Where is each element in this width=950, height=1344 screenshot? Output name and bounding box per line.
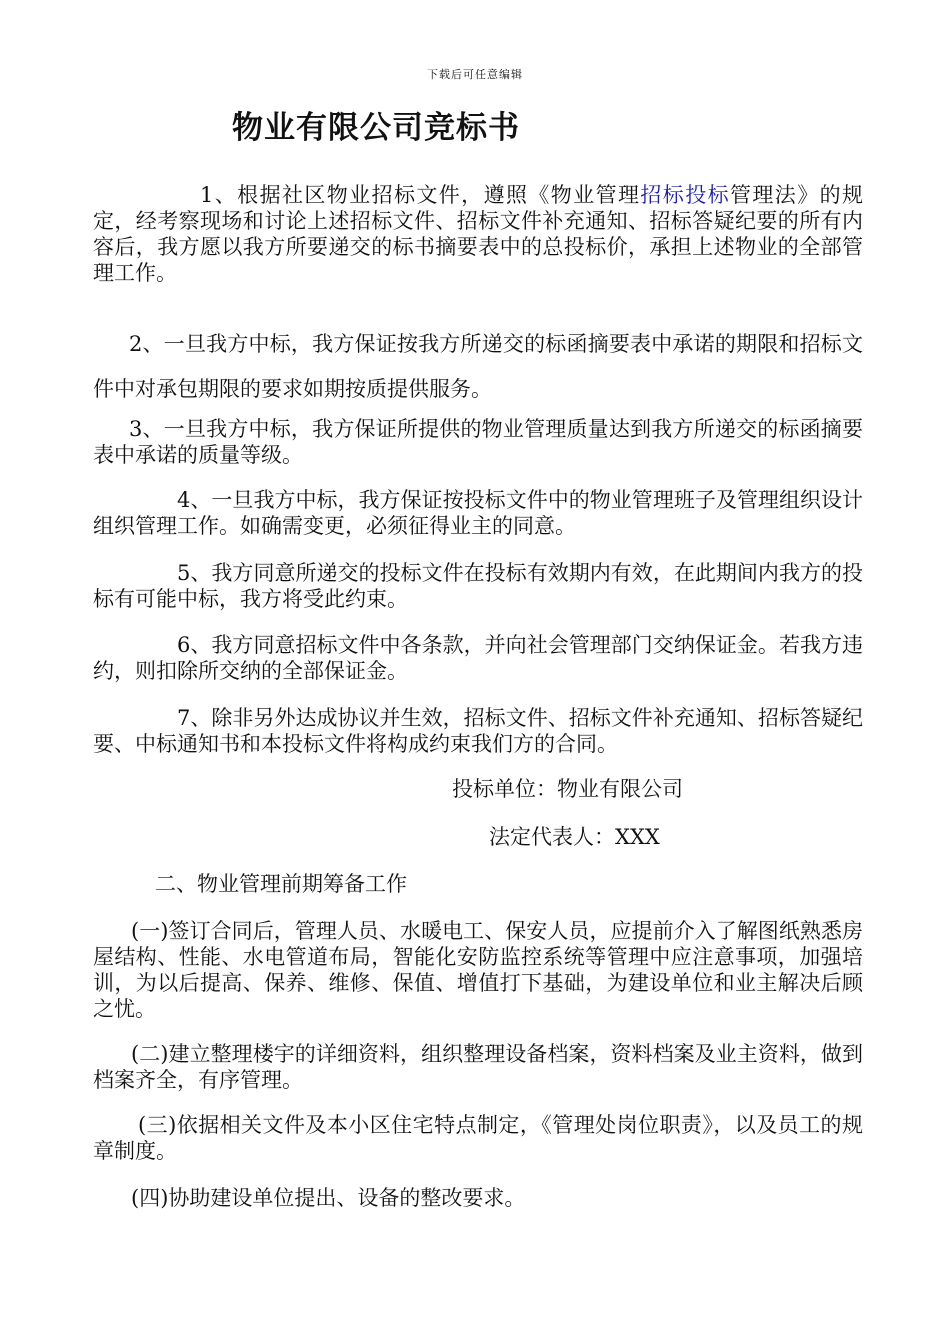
paragraph-7: 7、除非另外达成协议并生效，招标文件、招标文件补充通知、招标答疑纪要、中标通知书和本投标文件将构成约束我们方的合同。 xyxy=(93,706,863,756)
section-2-title: 二、物业管理前期筹备工作 xyxy=(155,872,407,896)
paragraph-6: 6、我方同意招标文件中各条款，并向社会管理部门交纳保证金。若我方违约，则扣除所交纳的全部保证金。 xyxy=(93,633,863,683)
paragraph-2: 2、一旦我方中标，我方保证按我方所递交的标函摘要表中承诺的期限和招标文件中对承包期限的要求如期按质提供服务。 xyxy=(93,332,863,401)
document-title: 物业有限公司竞标书 xyxy=(232,110,520,146)
paragraph-4: 4、一旦我方中标，我方保证按投标文件中的物业管理班子及管理组织设计组织管理工作。如确需变更，必须征得业主的同意。 xyxy=(93,488,863,538)
paragraph-1 xyxy=(93,182,863,286)
bidding-link[interactable]: 招标投标 xyxy=(640,183,730,207)
paragraph-3: 3、一旦我方中标，我方保证所提供的物业管理质量达到我方所递交的标函摘要表中承诺的质量等级。 xyxy=(93,417,863,467)
paragraph-5: 5、我方同意所递交的投标文件在投标有效期内有效，在此期间内我方的投标有可能中标，我方将受此约束。 xyxy=(93,561,863,611)
legal-representative: 法定代表人：XXX xyxy=(489,825,660,849)
paragraph-1-before: 1、根据社区物业招标文件，遵照《物业管理 xyxy=(200,183,641,207)
section-2-item-3: (三)依据相关文件及本小区住宅特点制定，《管理处岗位职责》，以及员工的规章制度。 xyxy=(93,1113,863,1163)
section-2-item-1: (一)签订合同后，管理人员、水暖电工、保安人员，应提前介入了解图纸熟悉房屋结构、性能、水电管道布局，智能化安防监控系统等管理中应注意事项，加强培训，为以后提高、保养、维修、保值、增值打下基础，为建设单位和业主解决后顾之忧。 xyxy=(93,919,863,1021)
paragraph-1-after: 管理法》的规定，经考察现场和讨论上述招标文件、招标文件补充通知、招标答疑纪要的所有内容后，我方愿以我方所要递交的标书摘要表中的总投标价，承担上述物业的全部管理工作。 xyxy=(93,183,864,285)
section-2-item-2: (二)建立整理楼宇的详细资料，组织整理设备档案，资料档案及业主资料，做到档案齐全，有序管理。 xyxy=(93,1042,863,1092)
bidding-unit: 投标单位：物业有限公司 xyxy=(452,777,683,801)
section-2-item-4: (四)协助建设单位提出、设备的整改要求。 xyxy=(131,1186,526,1210)
header-note: 下载后可任意编辑 xyxy=(427,68,523,81)
